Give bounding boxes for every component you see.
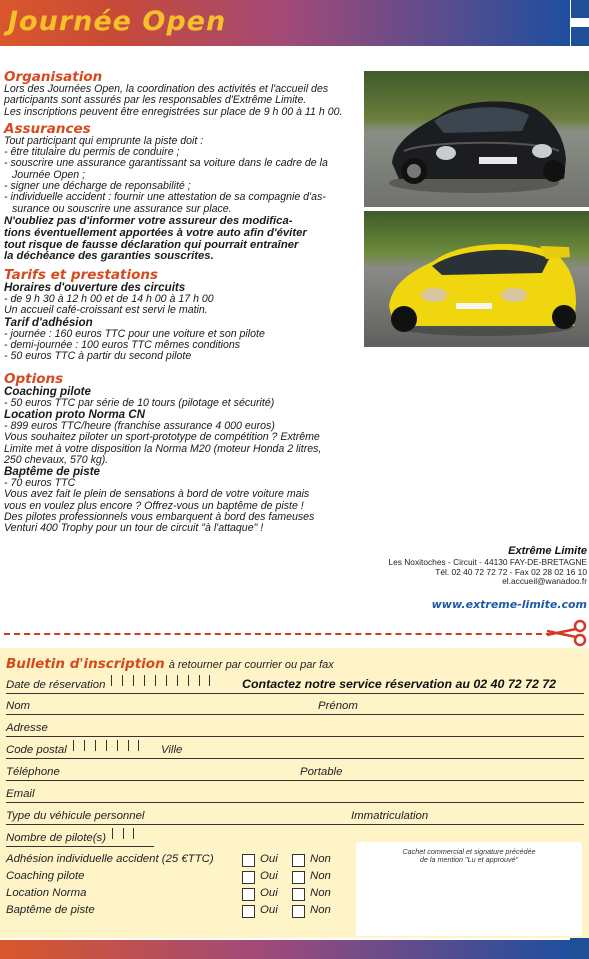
pilots-field: [6, 832, 106, 844]
ville-label: Ville: [161, 744, 183, 756]
email-label: Email: [6, 788, 35, 800]
oui-label: Oui: [260, 904, 278, 916]
text-line: Tout participant qui emprunte la piste doit :: [4, 134, 204, 147]
reservation-date-row: [6, 673, 584, 694]
text-line: participants sont assurés par les responsables d'Extrême Limite.: [4, 94, 307, 107]
form-title-row: [6, 656, 334, 672]
text-line: Des pilotes professionnels vous embarquent à bord des fameuses: [4, 511, 315, 524]
name-row[interactable]: [6, 694, 584, 715]
scissors-icon: [545, 619, 589, 647]
header-banner: [0, 0, 570, 46]
telephone-label: Téléphone: [6, 766, 60, 778]
stamp-text: de la mention "Lu et approuvé": [419, 855, 519, 865]
subtitle-horaires: Horaires d'ouverture des circuits: [4, 281, 186, 295]
portable-label: Portable: [300, 766, 343, 778]
text-line: la déchéance des garanties souscrites.: [4, 250, 214, 263]
oui-label: Oui: [260, 887, 278, 899]
corner-square: [570, 938, 589, 959]
form-title: Bulletin d'inscription: [6, 656, 165, 672]
option-label: Baptême de piste: [6, 904, 95, 916]
pilotes-label: Nombre de pilote(s): [6, 832, 107, 844]
subtitle-adhesion: Tarif d'adhésion: [4, 315, 93, 329]
insurance-warning: [4, 216, 354, 263]
non-label: Non: [310, 887, 331, 899]
company-email: el.accueil@wanadoo.fr: [502, 576, 587, 586]
section-title-organisation: Organisation: [4, 69, 103, 85]
company-address: Les Noxitoches - Circuit - 44130 FAY-DE-BRETAGNE: [388, 557, 587, 567]
immatriculation-label: Immatriculation: [351, 810, 429, 822]
text-line: - 50 euros TTC à partir du second pilote: [4, 350, 192, 363]
corner-square: [571, 0, 589, 18]
oui-checkbox[interactable]: [242, 888, 255, 901]
section-title-tarifs: Tarifs et prestations: [4, 267, 158, 284]
info-column: [4, 70, 354, 535]
cut-line: [4, 633, 552, 635]
option-label: Coaching pilote: [6, 870, 85, 882]
non-checkbox[interactable]: [292, 854, 305, 867]
subtitle-proto: Location proto Norma CN: [4, 407, 146, 421]
text-line: - individuelle accident : fournir une attestation de sa compagnie d'as-: [4, 191, 326, 204]
non-label: Non: [310, 904, 331, 916]
address-row[interactable]: [6, 716, 584, 737]
pilots-input[interactable]: [112, 828, 134, 842]
text-line: Venturi 400 Trophy pour un tour de circuit "à l'attaque" !: [4, 522, 264, 535]
organisation-text: [4, 84, 354, 118]
postal-field: [6, 744, 67, 756]
postal-row: [6, 738, 584, 759]
date-label: Date de réservation: [6, 679, 106, 691]
code-postal-label: Code postal: [6, 744, 67, 756]
phone-row[interactable]: [6, 760, 584, 781]
postal-input[interactable]: [73, 740, 139, 754]
option-label: Adhésion individuelle accident (25 €TTC): [6, 853, 214, 865]
non-checkbox[interactable]: [292, 888, 305, 901]
assurances-text: [4, 136, 354, 215]
nom-label: Nom: [6, 700, 31, 712]
vehicule-label: Type du véhicule personnel: [6, 810, 145, 822]
text-line: - de 9 h 30 à 12 h 00 et de 14 h 00 à 17 h 00: [4, 293, 214, 306]
pilots-row: [6, 826, 154, 847]
text-line: - signer une décharge de reponsabilité ;: [4, 180, 191, 193]
email-row[interactable]: [6, 782, 584, 803]
non-label: Non: [310, 870, 331, 882]
oui-label: Oui: [260, 870, 278, 882]
oui-checkbox[interactable]: [242, 871, 255, 884]
text-line: Un accueil café-croissant est servi le matin.: [4, 304, 208, 317]
page-title: Journée Open: [8, 6, 227, 37]
non-label: Non: [310, 853, 331, 865]
adresse-label: Adresse: [6, 722, 48, 734]
text-line: - journée : 160 euros TTC pour une voiture et son pilote: [4, 327, 265, 340]
text-line: - 70 euros TTC: [4, 477, 76, 490]
text-line: - être titulaire du permis de conduire ;: [4, 146, 180, 159]
text-line: - demi-journée : 100 euros TTC mêmes conditions: [4, 339, 241, 352]
corner-square: [571, 27, 589, 46]
section-title-assurances: Assurances: [4, 120, 91, 137]
text-line: Vous souhaitez piloter un sport-prototype de compétition ? Extrême: [4, 431, 320, 444]
date-input[interactable]: [111, 675, 210, 689]
oui-label: Oui: [260, 853, 278, 865]
vehicle-row[interactable]: [6, 804, 584, 825]
text-line: Journée Open ;: [12, 168, 86, 181]
text-line: N'oubliez pas d'informer votre assureur des modifica-: [4, 214, 293, 227]
photo-black-sports-car: [364, 71, 589, 207]
call-text: Contactez notre service réservation au 02 40 72 72 72: [242, 677, 557, 691]
non-checkbox[interactable]: [292, 871, 305, 884]
text-line: - souscrire une assurance garantissant sa voiture dans le cadre de la: [4, 157, 328, 170]
footer-banner: [0, 940, 570, 959]
signature-stamp-box[interactable]: [356, 842, 582, 936]
text-line: tout risque de fausse déclaration qui pourrait entraîner: [4, 238, 299, 251]
oui-checkbox[interactable]: [242, 905, 255, 918]
company-name: Extrême Limite: [508, 545, 587, 557]
form-subtitle: à retourner par courrier ou par fax: [168, 659, 334, 671]
option-label: Location Norma: [6, 887, 87, 899]
text-line: tions éventuellement apportées à votre auto afin d'éviter: [4, 226, 307, 239]
section-title-options: Options: [4, 370, 64, 387]
non-checkbox[interactable]: [292, 905, 305, 918]
contact-block: [347, 545, 587, 587]
stamp-text: Cachet commercial et signature précédée: [402, 847, 536, 856]
subtitle-bapteme: Baptême de piste: [4, 465, 100, 479]
text-line: Les inscriptions peuvent être enregistrées sur place de 9 h 00 à 11 h 00.: [4, 105, 343, 118]
company-phone: Tél. 02 40 72 72 72 - Fax 02 28 02 16 10: [435, 566, 587, 577]
oui-checkbox[interactable]: [242, 854, 255, 867]
text-line: Vous avez fait le plein de sensations à bord de votre voiture mais: [4, 488, 310, 501]
photo-yellow-sports-car: [364, 211, 589, 347]
text-line: - 899 euros TTC/heure (franchise assurance 4 000 euros): [4, 419, 275, 432]
date-field: [6, 679, 105, 691]
text-line: Lors des Journées Open, la coordination des activités et l'accueil des: [4, 83, 329, 95]
text-line: vous en voulez plus encore ? Offrez-vous un baptême de piste !: [4, 499, 304, 512]
text-line: Limite met à votre disposition la Norma M20 (moteur Honda 2 litres,: [4, 442, 322, 455]
text-line: 250 chevaux, 570 kg).: [4, 453, 109, 466]
text-line: surance ou souscrire une assurance sur place.: [12, 202, 232, 215]
subtitle-coaching: Coaching pilote: [4, 384, 91, 398]
text-line: - 50 euros TTC par série de 10 tours (pilotage et sécurité): [4, 396, 275, 409]
website-link[interactable]: www.extreme-limite.com: [431, 598, 587, 611]
prenom-label: Prénom: [318, 700, 358, 712]
